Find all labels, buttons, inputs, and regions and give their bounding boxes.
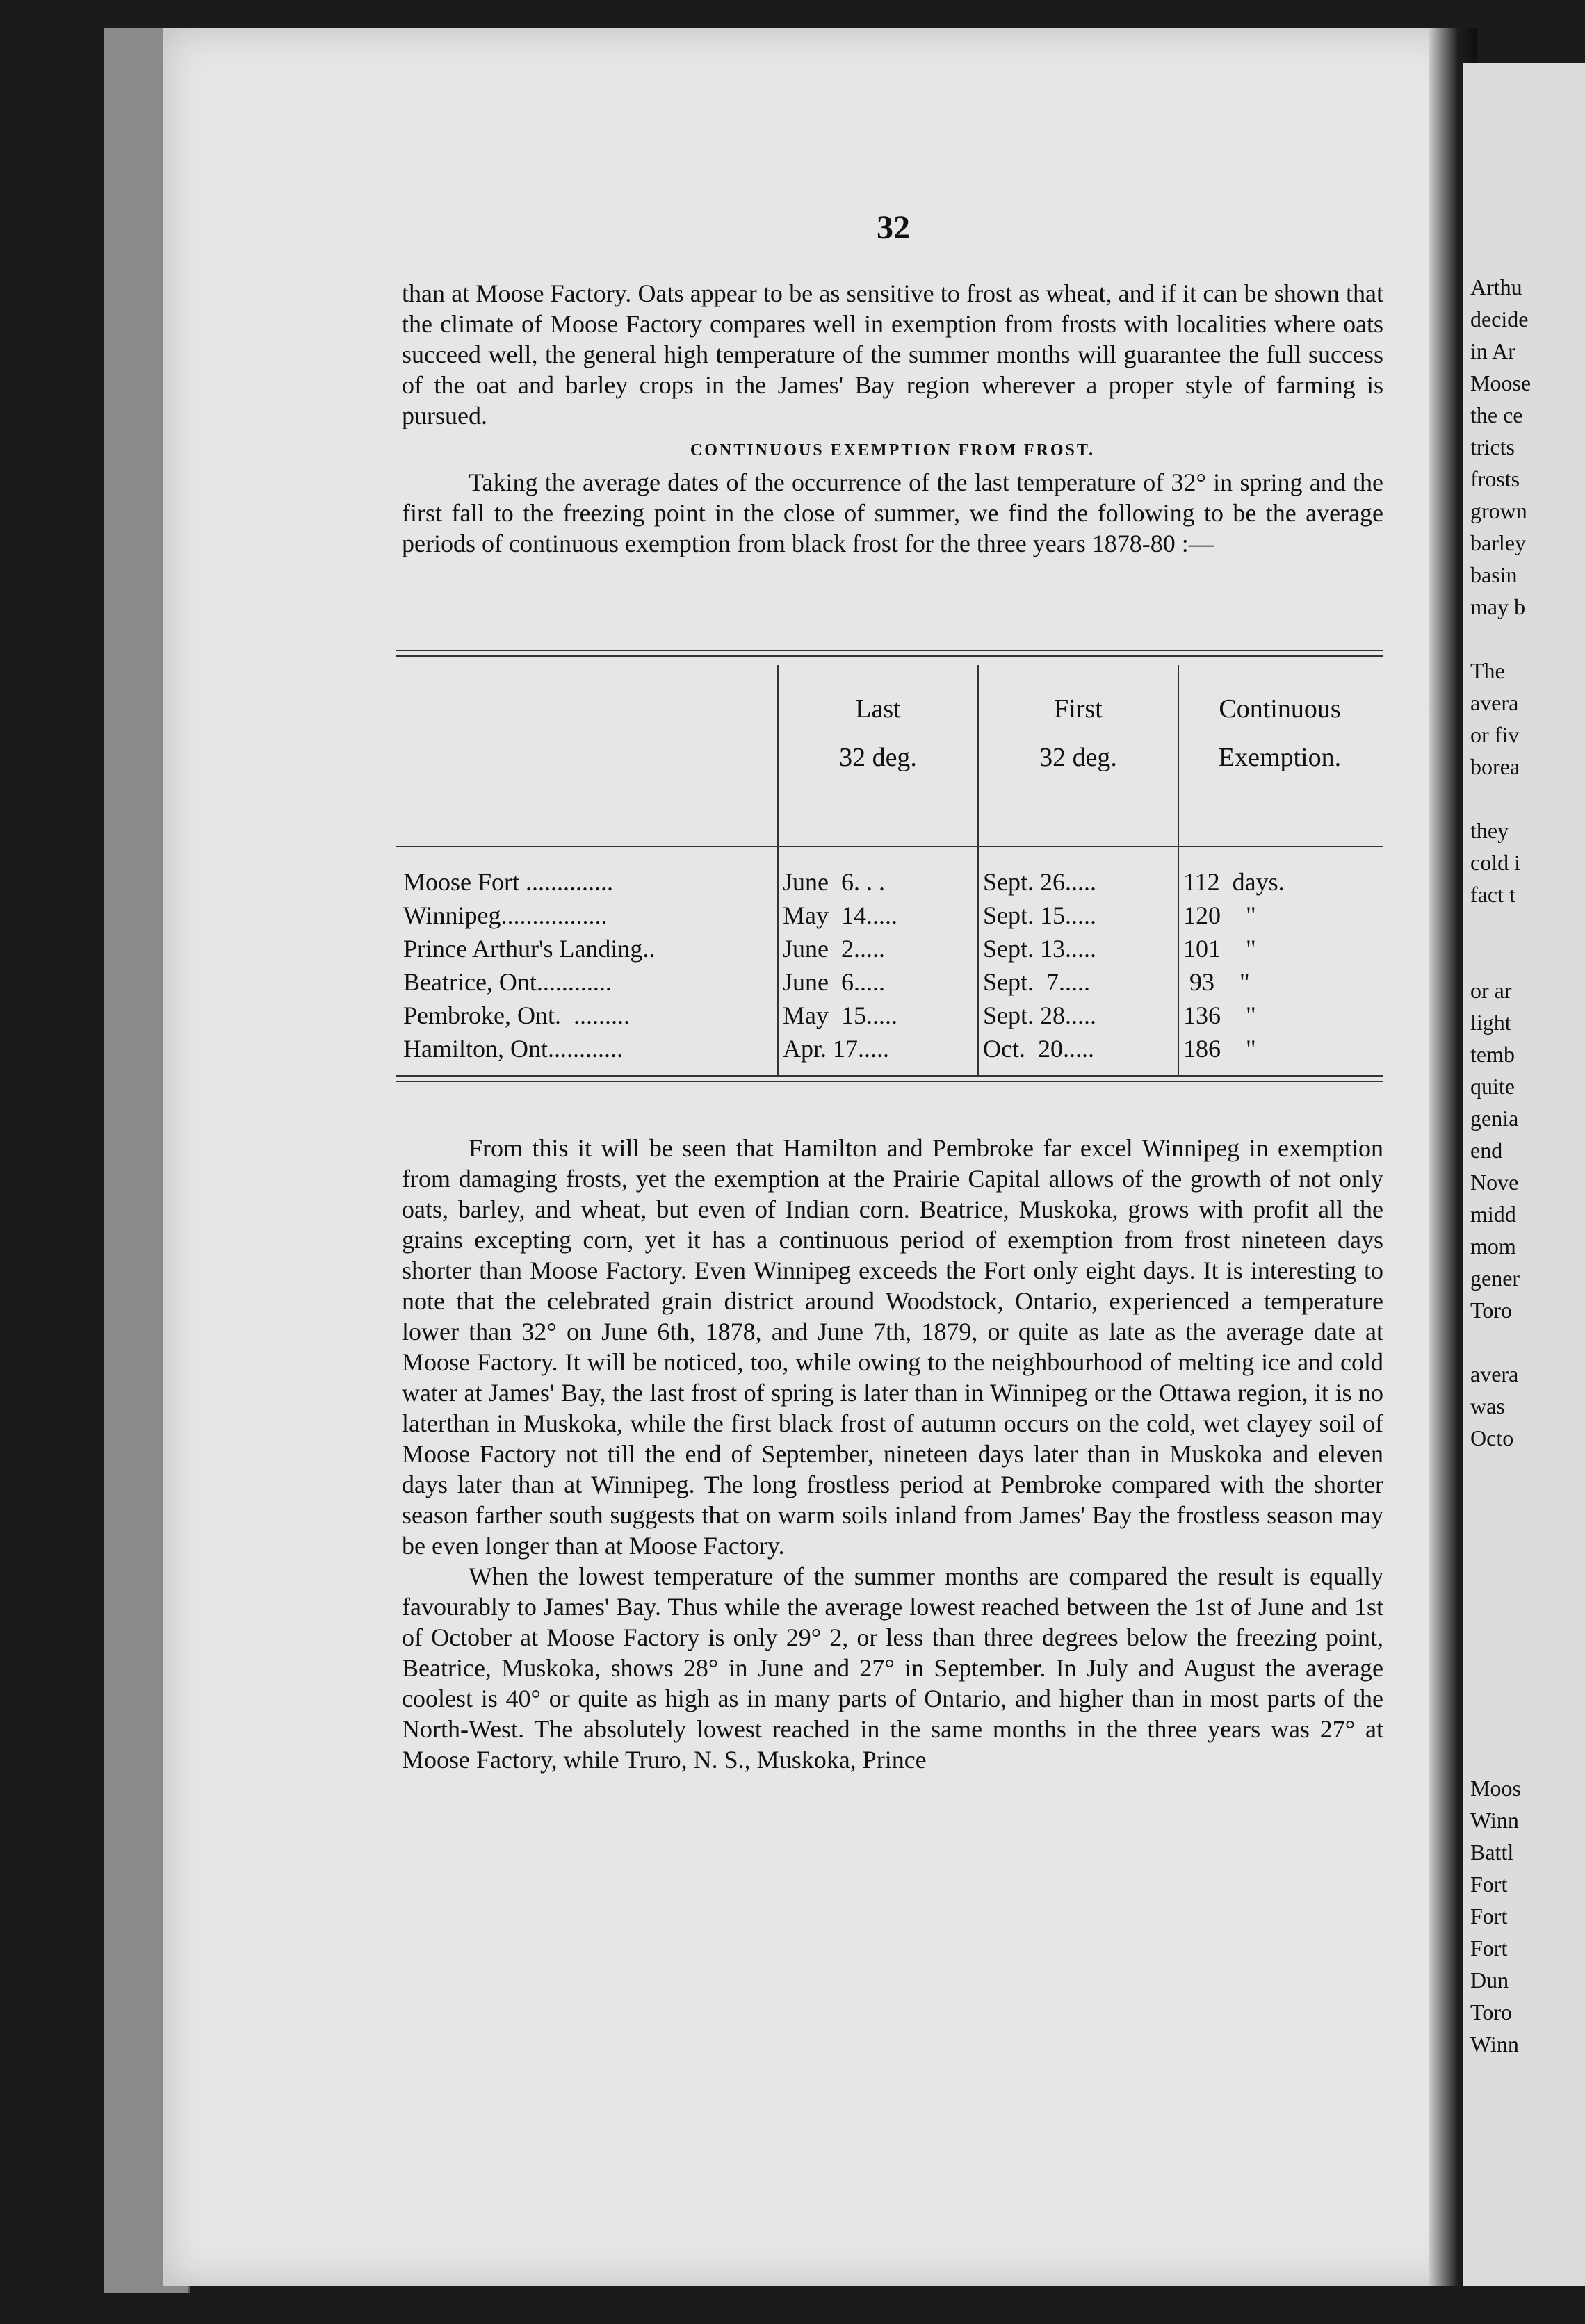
facing-page-line: The <box>1470 658 1505 683</box>
facing-page-line: Toro <box>1470 1999 1512 2024</box>
lower-text-block <box>402 1133 1383 1775</box>
cell-place: Beatrice, Ont............ <box>403 968 612 996</box>
table-row <box>396 865 1383 899</box>
paragraph-oats: than at Moose Factory. Oats appear to be as sensitive to frost as wheat, and if it can be shown that the climate of Moose Factory compares well in exemption from frosts with localities where oats succeed well, the general high temperature of the summer months will guarantee the full success of the oat and barley crops in the James' Bay region wherever a proper style of farming is pursued. <box>402 279 1383 429</box>
cell-last: May 15..... <box>783 1001 897 1029</box>
table-row <box>396 999 1383 1032</box>
page-number: 32 <box>877 209 910 246</box>
paragraph-hamilton-pembroke: From this it will be seen that Hamilton and Pembroke far excel Winnipeg in exemption from damaging frosts, yet the exemption at the Prairie Capital allows of the growth of not only oats, barley, and wheat, but even of Indian corn. Beatrice, Muskoka, grows with profit all the grains excepting corn, yet it has a continuous period of exemption from frost nineteen days shorter than Moose Factory. Even Winnipeg exceeds the Fort only eight days. It is interesting to note that the celebrated grain district around Woodstock, Ontario, experienced a temperature lower than 32° on June 6th, 1878, and June 7th, 1879, or quite as late as the average date at Moose Factory. It will be noticed, too, while owing to the neighbourhood of melting ice and cold water at James' Bay, the last frost of spring is later than in Winnipeg or the Ottawa region, it is no laterthan in Muskoka, while the first black frost of autumn occurs on the cold, wet clayey soil of Moose Factory not till the end of September, nineteen days later than in Muskoka and eleven days later than at Winnipeg. The long frostless period at Pembroke compared with the shorter season farther south suggests that on warm soils inland from James' Bay the frostless season may be even longer than at Moose Factory. <box>402 1134 1383 1560</box>
facing-page-line <box>1470 942 1531 974</box>
table-bottom-rule <box>396 1075 1383 1077</box>
facing-page-line: avera <box>1470 1361 1519 1386</box>
cell-first: Sept. 7..... <box>983 968 1091 996</box>
section-heading: CONTINUOUS EXEMPTION FROM FROST. <box>690 441 1096 459</box>
column-header-first <box>979 685 1178 782</box>
facing-page-line: basin <box>1470 562 1518 587</box>
cell-first: Sept. 15..... <box>983 901 1097 929</box>
cell-last: June 2..... <box>783 935 885 963</box>
facing-page-bottom-lines <box>1463 1772 1521 2060</box>
facing-page-line: Winn <box>1470 2031 1519 2056</box>
facing-page-line: light <box>1470 1010 1511 1035</box>
facing-page-line: decide <box>1470 306 1529 332</box>
cell-place: Hamilton, Ont............ <box>403 1035 623 1063</box>
facing-page-line: Octo <box>1470 1425 1514 1450</box>
facing-page-line: cold i <box>1470 850 1520 875</box>
cell-first: Oct. 20..... <box>983 1035 1094 1063</box>
table-row <box>396 965 1383 999</box>
facing-page-line: genia <box>1470 1106 1519 1131</box>
facing-page-line <box>1470 783 1531 815</box>
facing-page-line: Moos <box>1470 1776 1521 1801</box>
facing-page-line: they <box>1470 818 1509 843</box>
cell-last: June 6..... <box>783 968 885 996</box>
facing-page-line: was <box>1470 1393 1505 1418</box>
cell-exemption: 136 " <box>1183 1001 1256 1029</box>
header-last-line2: 32 deg. <box>839 743 917 772</box>
cell-exemption: 120 " <box>1183 901 1256 929</box>
facing-page-line <box>1470 623 1531 655</box>
facing-page-line: mom <box>1470 1234 1516 1259</box>
facing-page-line: midd <box>1470 1202 1516 1227</box>
cell-last: May 14..... <box>783 901 897 929</box>
cell-first: Sept. 28..... <box>983 1001 1097 1029</box>
header-last-line1: Last <box>855 694 901 723</box>
facing-page-line: Fort <box>1470 1936 1508 1961</box>
facing-page-line: frosts <box>1470 466 1520 491</box>
cell-exemption: 186 " <box>1183 1035 1256 1063</box>
column-header-last <box>779 685 977 782</box>
cell-exemption: 93 " <box>1183 968 1250 996</box>
facing-page-line: end <box>1470 1138 1503 1163</box>
facing-page-line: or fiv <box>1470 722 1520 747</box>
facing-page-line: Fort <box>1470 1872 1508 1897</box>
facing-page-line: gener <box>1470 1266 1520 1291</box>
table-header-rule <box>396 846 1383 847</box>
facing-page-line: Nove <box>1470 1170 1519 1195</box>
header-exempt-line1: Continuous <box>1219 694 1341 723</box>
column-header-exemption <box>1179 685 1381 782</box>
facing-page-fragment <box>1463 63 1585 2286</box>
cell-exemption: 112 days. <box>1183 868 1285 896</box>
cell-exemption: 101 " <box>1183 935 1256 963</box>
table-row <box>396 1032 1383 1065</box>
facing-page-line: borea <box>1470 754 1520 779</box>
facing-page-line: quite <box>1470 1074 1515 1099</box>
facing-page-line: barley <box>1470 530 1526 555</box>
facing-page-line: tricts <box>1470 434 1515 459</box>
table-row <box>396 932 1383 965</box>
cell-first: Sept. 13..... <box>983 935 1097 963</box>
cell-last: June 6. . . <box>783 868 885 896</box>
paragraph-intro: Taking the average dates of the occurrence of the last temperature of 32° in spring and the first fall to the freezing point in the close of summer, we find the following to be the average periods of continuous exemption from black frost for the three years 1878-80 :— <box>402 468 1383 557</box>
cell-last: Apr. 17..... <box>783 1035 889 1063</box>
upper-text-block <box>402 278 1383 559</box>
facing-page-top-lines <box>1463 271 1531 1454</box>
facing-page-line: grown <box>1470 498 1527 523</box>
facing-page-line: avera <box>1470 690 1519 715</box>
facing-page-line: Toro <box>1470 1298 1512 1323</box>
facing-page-line: Fort <box>1470 1904 1508 1929</box>
table-top-rule <box>396 650 1383 651</box>
cell-place: Prince Arthur's Landing.. <box>403 935 656 963</box>
paragraph-lowest-temperature: When the lowest temperature of the summer months are compared the result is equally favourably to James' Bay. Thus while the average lowest reached between the 1st of June and 1st of October at Moose Factory is only 29° 2, or less than three degrees below the freezing point, Beatrice, Muskoka, shows 28° in June and 27° in September. In July and August the average coolest is 40° or quite as high as in many parts of Ontario, and higher than in most parts of the North-West. The absolutely lowest reached in the same months in the three years was 27° at Moose Factory, while Truro, N. S., Muskoka, Prince <box>402 1562 1383 1774</box>
facing-page-line: Battl <box>1470 1840 1514 1865</box>
facing-page-line: temb <box>1470 1042 1515 1067</box>
header-first-line2: 32 deg. <box>1039 743 1117 772</box>
facing-page-line: may b <box>1470 594 1526 619</box>
facing-page-line: Moose <box>1470 370 1531 395</box>
facing-page-line <box>1470 1326 1531 1358</box>
facing-page-line: Winn <box>1470 1808 1519 1833</box>
facing-page-line: the ce <box>1470 402 1523 427</box>
facing-page-line: Arthu <box>1470 275 1522 300</box>
header-exempt-line2: Exemption. <box>1218 743 1342 772</box>
facing-page-line: fact t <box>1470 882 1515 907</box>
header-first-line1: First <box>1054 694 1103 723</box>
cell-first: Sept. 26..... <box>983 868 1097 896</box>
facing-page-line: Dun <box>1470 1967 1509 1992</box>
facing-page-line <box>1470 910 1531 942</box>
cell-place: Pembroke, Ont. ......... <box>403 1001 630 1029</box>
cell-place: Winnipeg................. <box>403 901 608 929</box>
table-bottom-rule-2 <box>396 1081 1383 1082</box>
facing-page-line: in Ar <box>1470 338 1515 363</box>
frost-exemption-table <box>396 650 1383 1122</box>
facing-page-line: or ar <box>1470 978 1512 1003</box>
table-top-rule-2 <box>396 655 1383 657</box>
table-row <box>396 899 1383 932</box>
cell-place: Moose Fort .............. <box>403 868 614 896</box>
